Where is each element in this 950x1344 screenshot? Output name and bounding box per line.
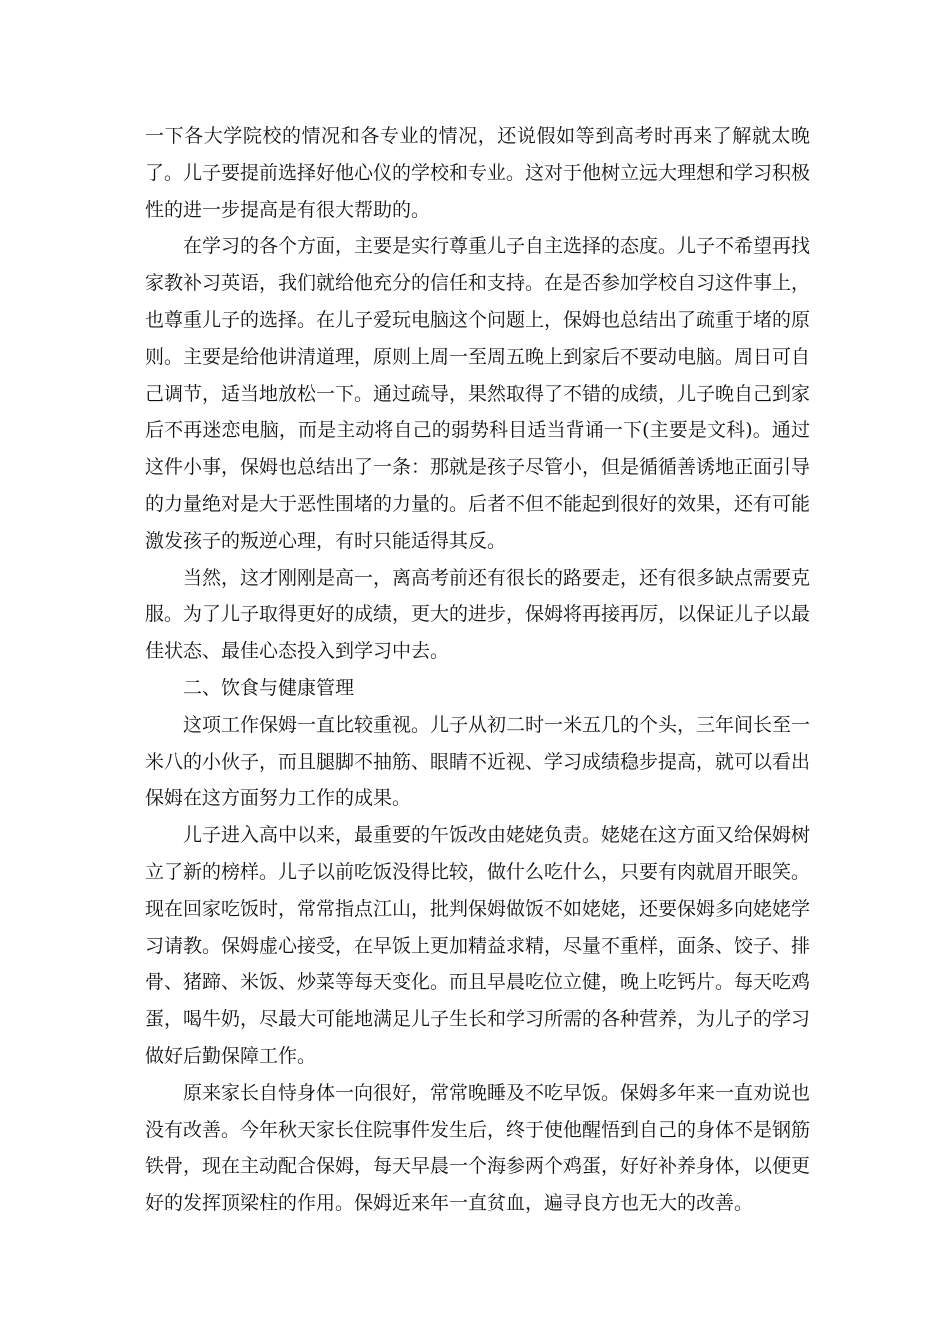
paragraph-meals: 儿子进入高中以来，最重要的午饭改由姥姥负责。姥姥在这方面又给保姆树立了新的榜样。儿子以前吃饭没得比较，做什么吃什么，只要有肉就眉开眼笑。现在回家吃饭时，常常指点江山，批判保姆做饭不如姥姥，还要保姆多向姥姥学习请教。保姆虚心接受，在早饭上更加精益求精，尽量不重样，面条、饺子、排骨、猪蹄、米饭、炒菜等每天变化。而且早晨吃位立健，晚上吃钙片。每天吃鸡蛋，喝牛奶，尽最大可能地满足儿子生长和学习所需的各种营养，为儿子的学习做好后勤保障工作。 (145, 824, 811, 1067)
paragraph-continued: 一下各大学院校的情况和各专业的情况，还说假如等到高考时再来了解就太晚了。儿子要提前选择好他心仪的学校和专业。这对于他树立远大理想和学习积极性的进一步提高是有很大帮助的。 (145, 125, 811, 221)
section-heading-diet-health: 二、饮食与健康管理 (183, 676, 355, 699)
paragraph-study-autonomy: 在学习的各个方面，主要是实行尊重儿子自主选择的态度。儿子不希望再找家教补习英语，我们就给他充分的信任和支持。在是否参加学校自习这件事上，也尊重儿子的选择。在儿子爱玩电脑这个问题上，保姆也总结出了疏重于堵的原则。主要是给他讲清道理，原则上周一至周五晚上到家后不要动电脑。周日可自己调节，适当地放松一下。通过疏导，果然取得了不错的成绩，儿子晚自己到家后不再迷恋电脑，而是主动将自己的弱势科目适当背诵一下(主要是文科)。通过这件小事，保姆也总结出了一条：那就是孩子尽管小，但是循循善诱地正面引导的力量绝对是大于恶性围堵的力量的。后者不但不能起到很好的效果，还有可能激发孩子的叛逆心理，有时只能适得其反。 (145, 235, 811, 552)
document-body (145, 118, 810, 1222)
paragraph-parent-health: 原来家长自恃身体一向很好，常常晚睡及不吃早饭。保姆多年来一直劝说也没有改善。今年秋天家长住院事件发生后，终于使他醒悟到自己的身体不是钢筋铁骨，现在主动配合保姆，每天早晨一个海参两个鸡蛋，好好补养身体，以便更好的发挥顶梁柱的作用。保姆近来年一直贫血，遍寻良方也无大的改善。 (145, 1081, 811, 1215)
paragraph-future-outlook: 当然，这才刚刚是高一，离高考前还有很长的路要走，还有很多缺点需要克服。为了儿子取得更好的成绩，更大的进步，保姆将再接再厉，以保证儿子以最佳状态、最佳心态投入到学习中去。 (145, 566, 811, 663)
paragraph-growth: 这项工作保姆一直比较重视。儿子从初二时一米五几的个头，三年间长至一米八的小伙子，而且腿脚不抽筋、眼睛不近视、学习成绩稳步提高，就可以看出保姆在这方面努力工作的成果。 (145, 713, 811, 810)
